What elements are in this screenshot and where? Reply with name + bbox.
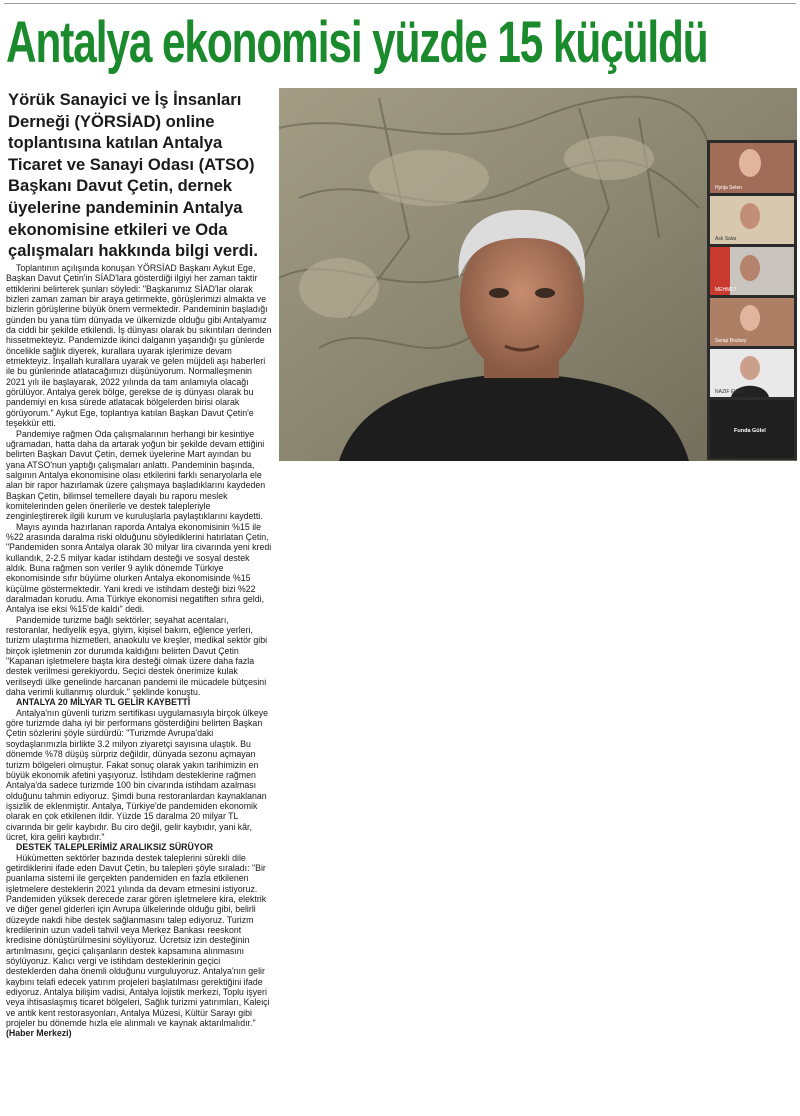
participant-column: [707, 140, 797, 460]
subheading: ANTALYA 20 MİLYAR TL GELİR KAYBETTİ: [16, 697, 191, 708]
body-paragraph: [6, 853, 272, 1039]
body-paragraph: Pandemiye rağmen Oda çalışmalarının herhangi bir kesintiye uğramadan, hatta daha da artarak yoğun bir şekilde devam ettiğini belirten Başkan Davut Çetin, dernek üyelerine Mart ayından bu yana ATSO'nun yaptığı çalışmaları anlattı. Pandeminin başında, salgının Antalya ekonomisine olası etkilerini farklı senaryolarla ele alan bir rapor hazırlamak üzere çalışmaya başladıklarını kaydeden Başkan Çetin, bilimsel temellere dayalı bu raporu meslek komitelerinden gelen önerilerle ve destek talepleriyle zenginleştirerek ilgili kurum ve kuruluşlarla paylaştıklarını kaydetti.: [6, 428, 266, 522]
body-paragraph: Mayıs ayında hazırlanan raporda Antalya ekonomisinin %15 ile %22 arasında daralma riski olduğunu söylediklerini hatırlatan Çetin, "Pandemiden sonra Antalya olarak 30 milyar lira civarında yeni kredi kullandık, 2-2.5 milyar kadar istihdam desteği ve sosyal destek aldık. Buna rağmen son veriler 9 aylık dönemde Türkiye ekonomisinde sıfır büyüme olurken Antalya ekonomisinde %15 küçülme göstermektedir. Yani kredi ve istihdam desteği bizi %22 daralmadan korudu. Ama Türkiye ekonomisi negatiften sıfıra geldi, Antalya ise eksi %15'de kaldı" dedi.: [6, 521, 272, 615]
headline: Antalya ekonomisi yüzde 15 küçüldü: [6, 10, 708, 75]
participant-tile: [710, 298, 794, 346]
video-call-image: [279, 88, 797, 461]
body-paragraph: Toplantının açılışında konuşan YÖRSİAD Başkanı Aykut Ege, Başkan Davut Çetin'in SİAD'lara gösterdiği ilgiyi her zaman taktir ettiklerini belirterek şunları söyledi: "Başkanımız SİAD'lar olarak bizleri zaman zaman bir araya getirmekte, görüşlerimizi almakta ve bizlerin görüşlerine büyük önem vermektedir. Pandeminin başladığı günden bu yana tüm dünyada ve ülkemizde olduğu gibi Antalyamız da ciddi bir şekilde etkilendi. İş dünyası olarak bu sıkıntıları derinden hissetmekteyiz. Pandemizde ikinci dalganın yaşandığı şu günlerde öncelikle sağlık diyerek, kurallara uyarak işlerimize devam etmekteyiz. İnşallah kurallara uyarak ve gelen müjdeli aşı haberleri ile bu günlerinde atlatacağımızı düşünüyorum. Normalleşmenin 2021 yılı ile başlayarak, 2022 yılında da tam anlamıyla olacağı görülüyor. Antalya gerek bölge, gerekse de iş dünyası olarak bu pandemiyi en kısa sürede atlatacak bölgelerden birisi olarak görüyorum." Aykut Ege, toplantıya katılan Başkan Davut Çetin'e teşekkür etti.: [6, 263, 272, 429]
body-paragraph: Pandemide turizme bağlı sektörler; seyahat acentaları, restoranlar, hediyelik eşya, giyim, kişisel bakım, eğlence yerleri, turizm ulaştırma hizmetleri, anaokulu ve kreşler, medikal sektör gibi birçok işletmenin zor durumda kaldığını belirten Davut Çetin "Kapanan işletmelere başta kira desteği olmak üzere daha fazla destek verilmesi gerekiyordu. Seçici destek önerimize kulak verilseydi ülke genelinde harcanan pandemi ile mücadele bütçesini daha verimli kullanmış olurduk." şeklinde konuştu.: [6, 614, 268, 698]
subheading: DESTEK TALEPLERİMİZ ARALIKSIZ SÜRÜYOR: [16, 842, 213, 853]
top-rule: [4, 3, 796, 4]
participant-tile: [710, 349, 794, 397]
participant-tile: [710, 143, 794, 193]
article-body: [6, 263, 272, 1113]
participant-label: Serap Bozbey: [715, 338, 747, 344]
participant-label: NAZIF EKEN: [715, 389, 745, 395]
participant-label: Hyrija Selen: [715, 185, 742, 191]
body-paragraph-text: Hükümetten sektörler bazında destek taleplerini sürekli dile getirdiklerini ifade eden Davut Çetin, bu talepleri şöyle sıraladı: "Bir puanlama sistemi ile gerçekten pandemiden en fazla etkilenen işletmelere desteklerin 2021 yılında da devam etmesini istiyoruz. Pandemiden yüksek derecede zarar gören işletmelere kira, elektrik ve diğer genel giderleri için Avrupa ülkelerinde olduğu gibi, belirli düzeyde nakdi hibe destek sağlanmasını talep ediyoruz. Turizm kredilerinin uzun vadeli tahvil veya Merkez Bankası reeskont kredisine dönüştürülmesini söylüyoruz. Ücretsiz izin desteğinin artırılmasını, geçici çalışanların destek kapsamına alınmasını söylüyoruz. Kalıcı vergi ve istihdam desteklerinin geçici desteklerden daha önemli olduğunu vurguluyoruz. Antalya'nın gelir kaybını telafi edecek yatırım projeleri başlatılması gerektiğini ifade ediyoruz. Antalya bilişim vadisi, Antalya lojistik merkezi, Toplu işyeri veya ihtisaslaşmış ticaret bölgeleri, Sağlık turizmi yatırımları, Kaleiçi ve antik kent restorasyonları, Antalya Müzesi, Kültür Sarayı gibi projeler bu dönemde hızla ele alınmalı ve kaynak aktarılmalıdır.": [6, 852, 270, 1029]
participant-tile: [710, 400, 794, 458]
participant-tile: [710, 196, 794, 244]
article-photo: [279, 88, 797, 461]
participant-label: MEHMET: [715, 287, 737, 293]
participant-label: Funda Gülel: [734, 428, 766, 434]
participant-tile: [710, 247, 794, 295]
source-credit: (Haber Merkezi): [6, 1028, 72, 1039]
participant-label: Aslı Salar: [715, 236, 737, 242]
body-paragraph: Antalya'nın güvenli turizm sertifikası uygulamasıyla birçok ülkeye göre turizmde daha iyi bir performans gösterdiğini belirten Başkan Çetin sözlerini şöyle sürdürdü: "Turizmde Avrupa'daki soydaşlarımızla birlikte 3.2 milyon ziyaretçi sayısına ulaştık. Bu dönemde %78 düşüş sürpriz değildir, dünyada sezonu açmayan turizm bölgeleri olmuştur. Fakat sonuç olarak yakın tarihimizin en büyük ekonomik afetini yaşıyoruz. İstihdam desteklerine rağmen Antalya'da sadece turizmde 100 bin civarında istihdam azalması olduğunu tahmin ediyoruz. Şimdi buna restoranlardan kaynaklanan işsizlik de eklenmiştir. Antalya, Türkiye'de pandemiden ekonomik olarak en çok etkilenen ildir. Yüzde 15 daralma 20 milyar TL civarında bir gelir kaybıdır. Bu ciro değil, gelir kaybıdır, yani kâr, ücret, kira geliri kaybıdır.": [6, 707, 269, 842]
lead-paragraph: Yörük Sanayici ve İş İnsanları Derneği (YÖRSİAD) online toplantısına katılan Antalya Ticaret ve Sanayi Odası (ATSO) Başkanı Davut Çetin, dernek üyelerine pandeminin Antalya ekonomisine etkileri ve Oda çalışmaları hakkında bilgi verdi.: [8, 90, 258, 261]
